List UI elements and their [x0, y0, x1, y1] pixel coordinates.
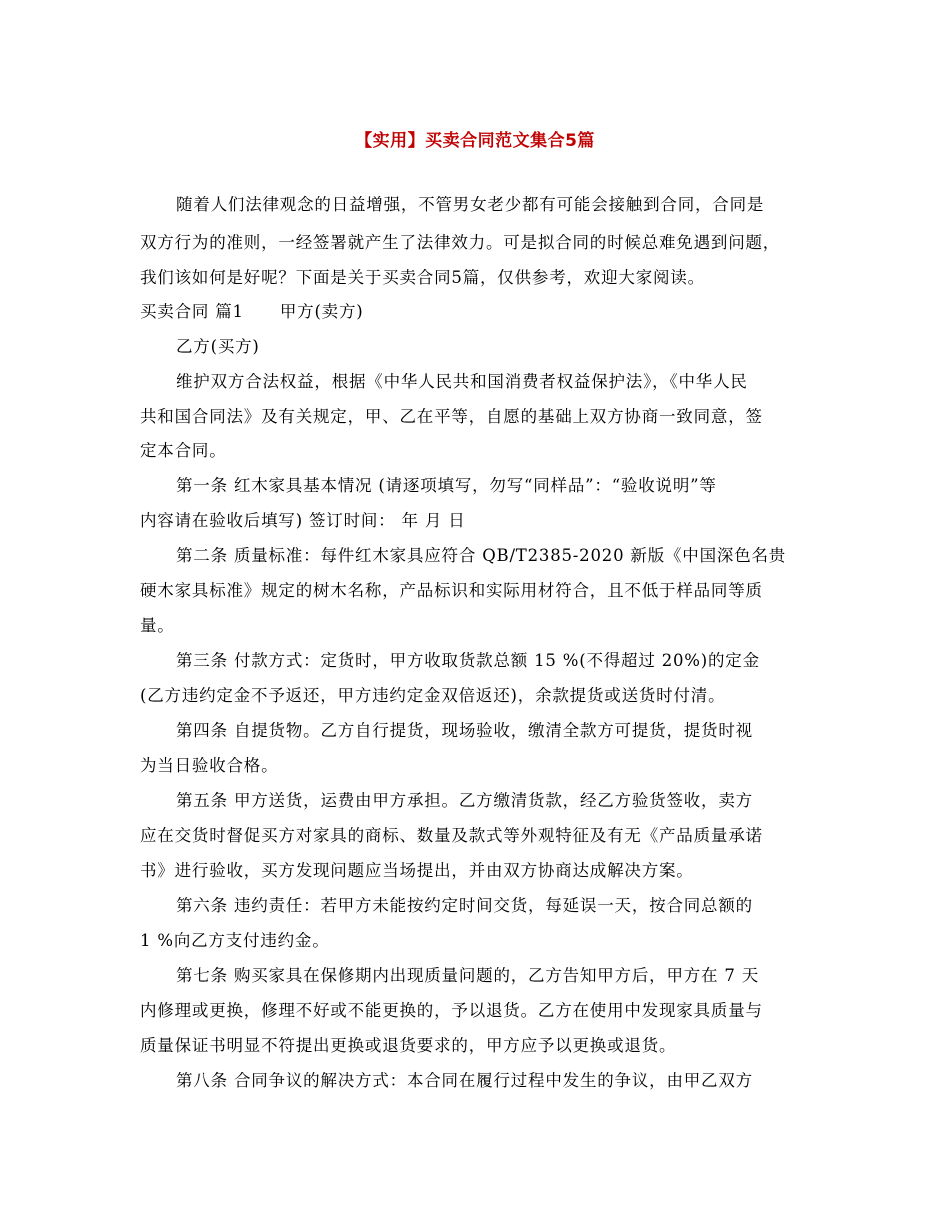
paragraph-line: 共和国合同法》及有关规定，甲、乙在平等，自愿的基础上双方协商一致同意，签 [140, 407, 763, 426]
clause-line: 第七条 购买家具在保修期内出现质量问题的，乙方告知甲方后，甲方在 7 天 [176, 966, 760, 985]
clause-line: 内修理或更换，修理不好或不能更换的，予以退货。乙方在使用中发现家具质量与 [140, 1001, 763, 1020]
clause-line: 应在交货时督促买方对家具的商标、数量及款式等外观特征及有无《产品质量承诺 [140, 826, 763, 845]
clause-line: 质量保证书明显不符提出更换或退货要求的，甲方应予以更换或退货。 [140, 1036, 677, 1055]
clause-line: 第六条 违约责任：若甲方未能按约定时间交货，每延误一天，按合同总额的 [176, 896, 753, 915]
paragraph-line: 双方行为的准则，一经签署就产生了法律效力。可是拟合同的时候总难免遇到问题， [140, 233, 781, 252]
clause-line: 第二条 质量标准：每件红木家具应符合 QB/T2385-2020 新版《中国深色名贵 [176, 546, 787, 565]
party-a-label: 甲方(卖方) [279, 302, 364, 321]
clause-line: 第一条 红木家具基本情况 (请逐项填写，勿写“同样品”：“验收说明”等 [176, 476, 717, 495]
clause-line: 内容请在验收后填写) 签订时间： 年 月 日 [140, 511, 466, 530]
clause-line: 第四条 自提货物。乙方自行提货，现场验收，缴清全款方可提货，提货时视 [176, 721, 753, 740]
clause-line: 第五条 甲方送货，运费由甲方承担。乙方缴清货款，经乙方验货签收，卖方 [176, 791, 753, 810]
clause-line: 1 %向乙方支付违约金。 [140, 931, 330, 950]
clause-line: 量。 [140, 616, 175, 635]
section-heading-row [140, 302, 364, 322]
clause-line: 第八条 合同争议的解决方式：本合同在履行过程中发生的争议，由甲乙双方 [176, 1071, 753, 1090]
document-title: 【实用】买卖合同范文集合5篇 [355, 131, 595, 151]
paragraph-line: 随着人们法律观念的日益增强，不管男女老少都有可能会接触到合同，合同是 [176, 195, 765, 214]
clause-line: (乙方违约定金不予返还，甲方违约定金双倍返还)，余款提货或送货时付清。 [140, 686, 726, 705]
clause-line: 第三条 付款方式：定货时，甲方收取货款总额 15 %(不得超过 20%)的定金 [176, 651, 760, 670]
paragraph-line: 定本合同。 [140, 441, 227, 460]
section-heading: 买卖合同 篇1 [140, 302, 244, 321]
clause-line: 书》进行验收，买方发现问题应当场提出，并由双方协商达成解决方案。 [140, 861, 694, 880]
paragraph-line: 我们该如何是好呢？下面是关于买卖合同5篇，仅供参考，欢迎大家阅读。 [140, 268, 705, 287]
party-b-label: 乙方(买方) [176, 337, 260, 356]
clause-line: 为当日验收合格。 [140, 756, 279, 775]
clause-line: 硬木家具标准》规定的树木名称，产品标识和实际用材符合，且不低于样品同等质 [140, 581, 763, 600]
paragraph-line: 维护双方合法权益，根据《中华人民共和国消费者权益保护法》，《中华人民 [176, 372, 748, 391]
